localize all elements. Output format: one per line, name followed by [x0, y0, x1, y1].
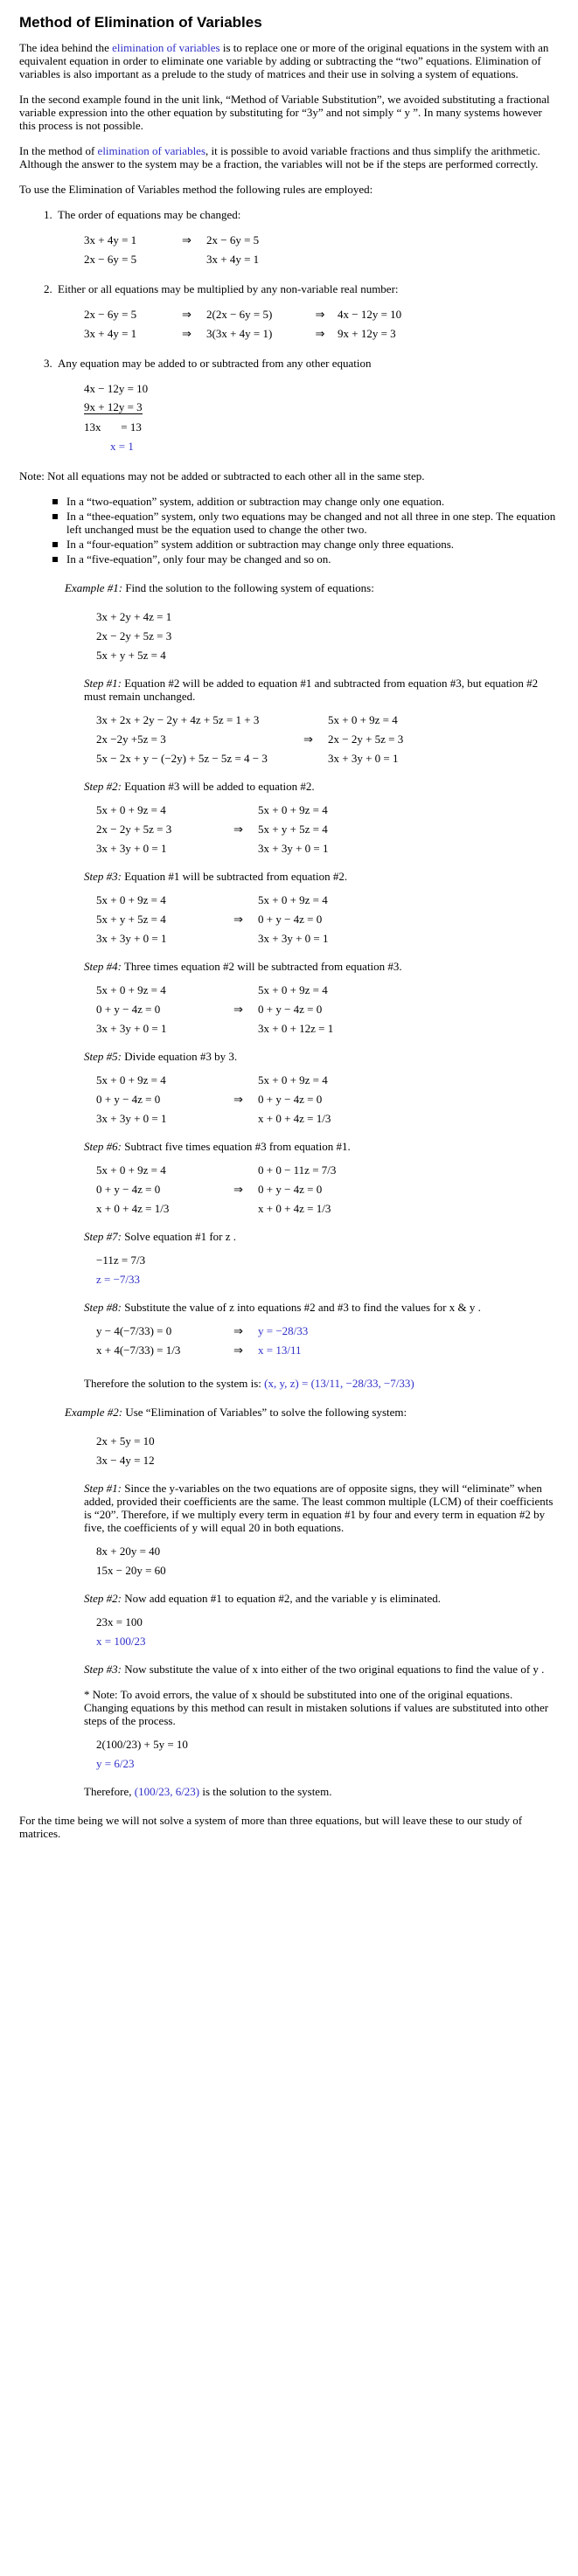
- list-item: In a “thee-equation” system, only two equations may be changed and not all three in one step. The equation left unchanged must be the equation used to change the other two.: [51, 510, 559, 536]
- intro-paragraph-4: To use the Elimination of Variables method the following rules are employed:: [19, 183, 373, 196]
- intro-paragraph-2: In the second example found in the unit link, “Method of Variable Substitution”, we avoided substituting a fractional variable expression into the other equation by substituting for “3y” and not simply “ y ”. In many systems however this process is not possible.: [19, 93, 550, 132]
- example-2-title: Example #2: Use “Elimination of Variables” to solve the following system:: [65, 1406, 407, 1419]
- intro-paragraph-3: In the method of elimination of variables, it is possible to avoid variable fractions and thus simplify the arithmetic. Although the answer to the system may be a fraction, the variables will not be if the steps are performed correctly.: [19, 144, 540, 170]
- example-2-step-1: Step #1: Since the y-variables on the two equations are of opposite signs, they will “eliminate” when added, provided their coefficients are the same. The least common multiple (LCM) of their coefficients is “20”. Therefore, if we multiply every term in equation #1 by four and every term in equation #2 by five, the coefficients of y will equal 20 in both equations.: [84, 1482, 554, 1534]
- example-1-step-6: Step #6: Subtract five times equation #3 from equation #1.: [84, 1140, 351, 1153]
- example-1-step-7-equations: −11z = 7/3 z = −7/33: [96, 1253, 146, 1286]
- rule-2: 2. Either or all equations may be multiplied by any non-variable real number: 2x − 6y = 5 ⇒ 2(2x − 6y = 5) ⇒ 4x − 12y = 10 3x + 4y = 1 ⇒ 3(3x + 4y = 1) ⇒ 9x + 12y = 3: [58, 282, 559, 343]
- example-1-step-5-equations: 5x + 0 + 9z = 4 5x + 0 + 9z = 4 0 + y − 4z = 0 ⇒ 0 + y − 4z = 0 3x + 3y + 0 = 1 x + 0 + 4z = 1/3: [96, 1073, 331, 1125]
- rule-1-equations: 3x + 4y = 1 ⇒ 2x − 6y = 5 2x − 6y = 5 3x + 4y = 1: [84, 233, 260, 266]
- example-1-step-2: Step #2: Equation #3 will be added to equation #2.: [84, 780, 315, 793]
- example-2-step-3: Step #3: Now substitute the value of x into either of the two original equations to find the value of y .: [84, 1663, 545, 1676]
- rule-3: 3. Any equation may be added to or subtracted from any other equation 4x − 12y = 10 9x + 12y = 3 13x = 13 x = 1: [58, 357, 559, 455]
- bullet-list: [51, 495, 559, 566]
- example-1-step-4-equations: 5x + 0 + 9z = 4 5x + 0 + 9z = 4 0 + y − 4z = 0 ⇒ 0 + y − 4z = 0 3x + 3y + 0 = 1 3x + 0 + 12z = 1: [96, 982, 334, 1035]
- example-1-solution: Therefore the solution to the system is: (x, y, z) = (13/11, −28/33, −7/33): [84, 1377, 414, 1390]
- star-note: * Note: To avoid errors, the value of x should be substituted into one of the original equations. Changing equations by this method can result in mistaken solutions if values are substituted into other steps of the process.: [84, 1688, 549, 1727]
- example-2: 2x + 5y = 10 3x − 4y = 12 Step #1: Since the y-variables on the two equations are of opposite signs, they will “eliminate” when added, provided their coefficients are the same. The least common multiple (LCM) of their coefficients is “20”. Therefore, if we multiply every term in equation #1 by four and every term in equation #2 by five, the coefficients of y will equal 20 in both equations. 8x + 20y = 40 15x − 20y = 60 Step #2: Now add equation #1 to equation #2, and the variable y is eliminated. 23x = 100 x = 100/23 Step #3: Now substitute the value of x into either of the two original equations to find the value of y . * Note: To avoid errors, the value of x should be substituted into one of the original equations. Changing equations by this method can result in mistaken solutions if values are substituted into other steps of the process. 2(100/23) + 5y = 10 y = 6/23 Therefore, (100/23, 6/23) is the solution to the system.: [84, 1431, 559, 1798]
- rule-1: 1. The order of equations may be changed: 3x + 4y = 1 ⇒ 2x − 6y = 5 2x − 6y = 5 3x + 4y = 1: [58, 208, 559, 268]
- closing-paragraph: For the time being we will not solve a system of more than three equations, but will leave these to our study of matrices.: [19, 1814, 523, 1840]
- intro-paragraph-1: The idea behind the elimination of variables is to replace one or more of the original equations in the system with an equivalent equation in order to eliminate one variable by adding or subtracting the “two” equations. Elimination of variables is also important as a prelude to the study of matrices and their use in solving a system of equations.: [19, 41, 549, 80]
- list-item: In a “five-equation”, only four may be changed and so on.: [51, 552, 559, 566]
- list-item: In a “two-equation” system, addition or subtraction may change only one equation.: [51, 495, 559, 508]
- page-title: Method of Elimination of Variables: [19, 14, 262, 31]
- note: Note: Not all equations may not be added or subtracted to each other all in the same step.: [19, 469, 425, 483]
- example-1-step-7: Step #7: Solve equation #1 for z .: [84, 1230, 237, 1243]
- example-1: [84, 607, 559, 1390]
- example-1-step-4: Step #4: Three times equation #2 will be subtracted from equation #3.: [84, 960, 402, 973]
- example-1-step-1: Step #1: Equation #2 will be added to equation #1 and subtracted from equation #3, but equation #2 must remain unchanged.: [84, 677, 539, 703]
- example-1-step-8-equations: y − 4(−7/33) = 0 ⇒ y = −28/33 x + 4(−7/33) = 1/3 ⇒ x = 13/11: [96, 1323, 309, 1357]
- example-2-system: 2x + 5y = 10 3x − 4y = 12: [96, 1434, 155, 1467]
- example-1-step-5: Step #5: Divide equation #3 by 3.: [84, 1050, 238, 1063]
- example-1-step-1-equations: 3x + 2x + 2y − 2y + 4z + 5z = 1 + 3 5x + 0 + 9z = 4 2x −2y +5z = 3 ⇒ 2x − 2y + 5z = 3 5x − 2x + y − (−2y) + 5z − 5z = 4 − 3 3x + 3y + 0 = 1: [96, 712, 404, 765]
- example-1-title: Example #1: Find the solution to the following system of equations:: [65, 581, 374, 594]
- example-1-step-3-equations: 5x + 0 + 9z = 4 5x + 0 + 9z = 4 5x + y + 5z = 4 ⇒ 0 + y − 4z = 0 3x + 3y + 0 = 1 3x + 3y + 0 = 1: [96, 892, 329, 945]
- link-elimination-of-variables-2[interactable]: elimination of variables: [97, 144, 206, 157]
- example-1-step-8: Step #8: Substitute the value of z into equations #2 and #3 to find the values for x & y .: [84, 1301, 481, 1314]
- rule-2-equations: 2x − 6y = 5 ⇒ 2(2x − 6y = 5) ⇒ 4x − 12y = 10 3x + 4y = 1 ⇒ 3(3x + 4y = 1) ⇒ 9x + 12y = 3: [84, 307, 402, 340]
- example-1-step-3: Step #3: Equation #1 will be subtracted from equation #2.: [84, 870, 348, 883]
- example-2-solution: Therefore, (100/23, 6/23) is the solution to the system.: [84, 1785, 332, 1798]
- example-1-step-6-equations: 5x + 0 + 9z = 4 0 + 0 − 11z = 7/3 0 + y − 4z = 0 ⇒ 0 + y − 4z = 0 x + 0 + 4z = 1/3 x + 0 + 4z = 1/3: [96, 1163, 337, 1215]
- example-1-system: 3x + 2y + 4z = 1 2x − 2y + 5z = 3 5x + y + 5z = 4: [96, 609, 172, 662]
- example-2-step-2: Step #2: Now add equation #1 to equation #2, and the variable y is eliminated.: [84, 1592, 441, 1605]
- list-item: In a “four-equation” system addition or subtraction may change only three equations.: [51, 538, 559, 551]
- link-elimination-of-variables[interactable]: elimination of variables: [112, 41, 220, 54]
- rule-3-equations: 4x − 12y = 10 9x + 12y = 3 13x = 13 x = 1: [84, 381, 149, 453]
- rules-list: [44, 208, 559, 455]
- example-1-step-2-equations: 5x + 0 + 9z = 4 5x + 0 + 9z = 4 2x − 2y + 5z = 3 ⇒ 5x + y + 5z = 4 3x + 3y + 0 = 1 3x + 3y + 0 = 1: [96, 802, 329, 855]
